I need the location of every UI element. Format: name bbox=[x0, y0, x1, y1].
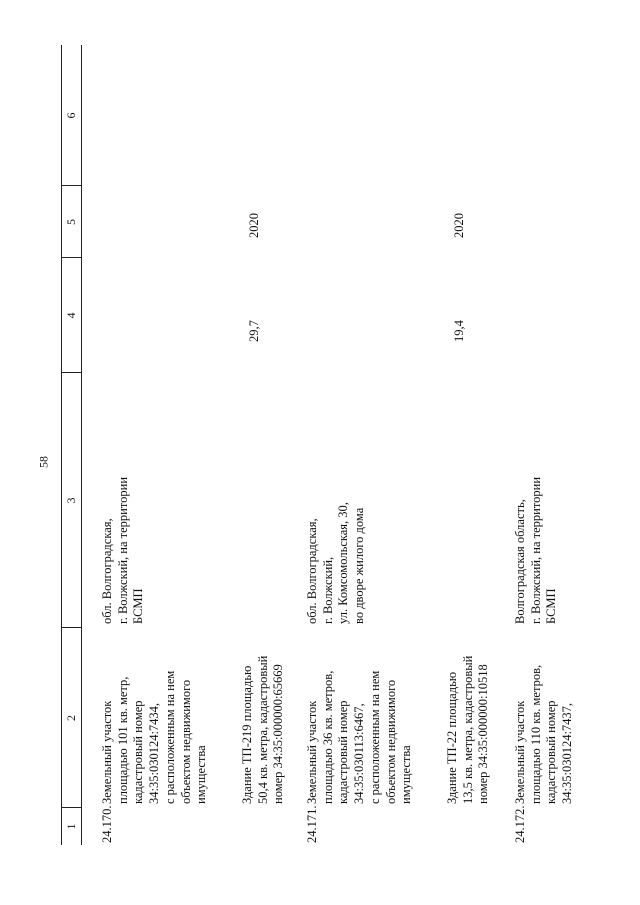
header-top-border bbox=[61, 45, 62, 845]
address: Волгоградская область, г. Волжский, на территории БСМП bbox=[513, 476, 559, 624]
header-bottom-border bbox=[81, 45, 82, 845]
area-value: 19,4 bbox=[452, 320, 466, 342]
column-header-3: 3 bbox=[63, 497, 78, 504]
column-divider bbox=[61, 185, 81, 186]
year-value: 2020 bbox=[247, 213, 261, 238]
column-divider bbox=[61, 627, 81, 628]
land-plot-description: Земельный участок площадью 110 кв. метров, кадастровый номер 34:35:030124:7437, bbox=[513, 664, 575, 804]
column-header-2: 2 bbox=[63, 715, 78, 721]
row-number: 24.171. bbox=[305, 805, 319, 843]
address: обл. Волгоградская, г. Волжский, ул. Комсомольская, 30, во дворе жилого дома bbox=[305, 502, 367, 624]
land-plot-description: Земельный участок площадью 101 кв. метр, кадастровый номер 34:35:030124:7434, с расположенным на нем объектом недвижимого имущества bbox=[100, 670, 209, 804]
building-description: Здание ТП-219 площадью 50,4 кв. метра, кадастровый номер 34:35:000000:65669 bbox=[240, 655, 286, 804]
page-number: 58 bbox=[36, 456, 51, 468]
column-header-5: 5 bbox=[63, 219, 78, 225]
column-divider bbox=[61, 372, 81, 373]
column-divider bbox=[61, 807, 81, 808]
column-header-1: 1 bbox=[63, 823, 78, 830]
row-number: 24.170. bbox=[100, 805, 114, 843]
row-number: 24.172. bbox=[513, 805, 527, 843]
column-header-4: 4 bbox=[63, 312, 78, 319]
column-divider bbox=[61, 257, 81, 258]
column-header-6: 6 bbox=[63, 112, 78, 119]
year-value: 2020 bbox=[452, 213, 466, 238]
building-description: Здание ТП-22 площадью 13,5 кв. метра, кадастровый номер 34:35:000000:10518 bbox=[445, 655, 491, 804]
rotated-table bbox=[61, 45, 640, 845]
land-plot-description: Земельный участок площадью 36 кв. метров, кадастровый номер 34:35:030113:6467, с расположенным на нем объектом недвижимого имущества bbox=[305, 670, 414, 804]
area-value: 29,7 bbox=[247, 320, 261, 342]
address: обл. Волгоградская, г. Волжский, на территории БСМП bbox=[100, 476, 146, 624]
